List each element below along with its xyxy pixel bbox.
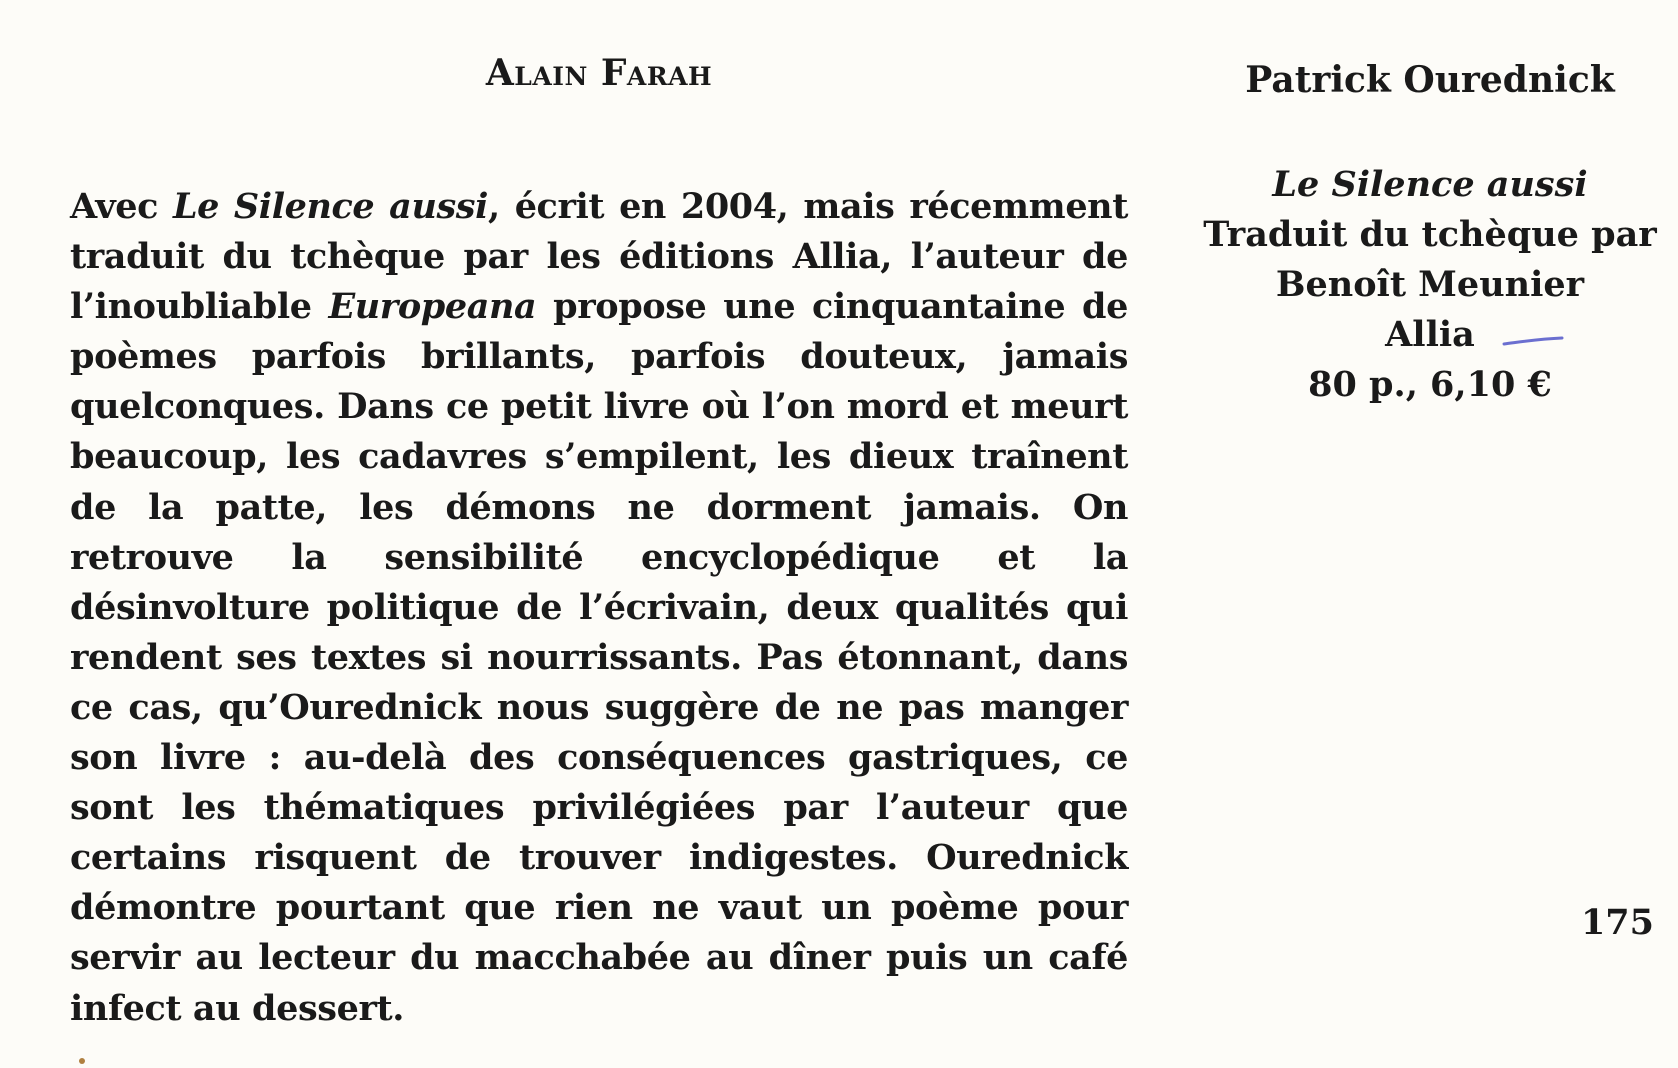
book-author: Patrick Ourednick	[1245, 59, 1615, 101]
review-text-part3: propose une cinquantaine de poèmes parfois brillants, parfois douteux, jamais quelconques. Dans ce petit livre où l’on mord et meurt beaucoup, les cadavres s’empilent, les dieux traînent de la patte, les démons ne dorment jamais. On retrouve la sensibilité encyclopédique et la désinvolture politique de l’écrivain, deux qualités qui rendent ses textes si nourrissants. Pas étonnant, dans ce cas, qu’Ourednick nous suggère de ne pas manger son livre : au-delà des conséquences gastriques, ce sont les thématiques privilégiées par l’auteur que certains risquent de trouver indigestes. Ourednick démontre pourtant que rien ne vaut un poème pour servir au lecteur du macchabée au dîner puis un café infect au dessert.	[70, 286, 1128, 1029]
book-info-block	[1190, 52, 1670, 410]
review-text-part2: , écrit en 2004, mais récemment traduit du tchèque par les éditions Allia, l’auteur de l’inoubliable	[70, 186, 1128, 328]
review-europeana-title: Europeana	[328, 286, 537, 328]
review-book-title: Le Silence aussi	[172, 186, 489, 227]
book-translator: Benoît Meunier	[1275, 264, 1585, 305]
review-body	[70, 182, 1128, 1034]
ink-speck	[79, 1058, 85, 1064]
pen-mark-icon	[1502, 336, 1564, 346]
page-number: 175	[1580, 902, 1654, 943]
book-title: Le Silence aussi	[1272, 164, 1588, 205]
book-translation: Traduit du tchèque par	[1203, 214, 1657, 255]
review-text-part1: Avec	[70, 186, 173, 227]
book-publisher: Allia	[1385, 314, 1475, 355]
book-details: 80 p., 6,10 €	[1308, 364, 1552, 405]
review-author: Alain Farah	[485, 52, 713, 94]
